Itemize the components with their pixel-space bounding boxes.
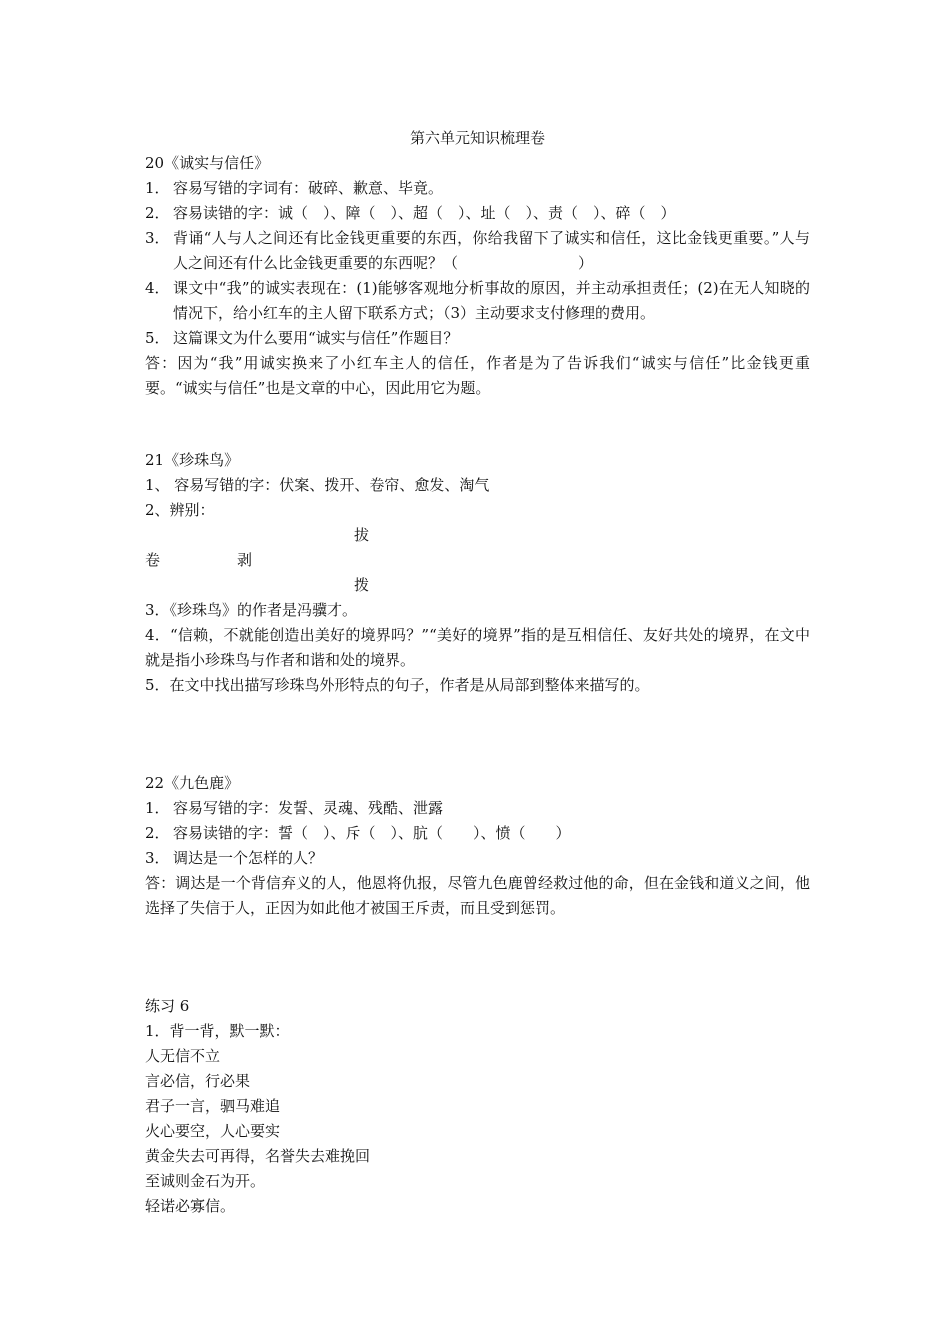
- section-21: [145, 448, 810, 698]
- exercise-6: [145, 994, 810, 1219]
- answer-text: 答：因为“我”用诚实换来了小红车主人的信任，作者是为了告诉我们“诚实与信任”比金钱更重要。“诚实与信任”也是文章的中心，因此用它为题。: [145, 354, 810, 397]
- list-item: [145, 276, 810, 326]
- item-text: 调达是一个怎样的人？: [173, 849, 324, 867]
- proverb-line: 人无信不立: [145, 1047, 221, 1065]
- answer-text: 答：调达是一个背信弃义的人，他恩将仇报，尽管九色鹿曾经救过他的命，但在金钱和道义之间，他选择了失信于人，正因为如此他才被国王斥责，而且受到惩罚。: [145, 874, 810, 917]
- char-left: 卷: [145, 551, 161, 569]
- list-item: 4．“信赖，不就能创造出美好的境界吗？”“美好的境界”指的是互相信任、友好共处的境界，在文中就是指小珍珠鸟与作者和谐和处的境界。: [145, 626, 810, 669]
- spacer: [145, 921, 810, 994]
- char-middle: 剥: [237, 551, 253, 569]
- char-distinguish-block: [145, 523, 810, 598]
- item-text: 容易读错的字：诚（ ）、障（ ）、超（ ）、址（ ）、责（ ）、碎（ ）: [173, 204, 676, 222]
- list-item: [145, 201, 810, 226]
- proverb-line: 君子一言，驷马难追: [145, 1097, 281, 1115]
- list-item: [145, 846, 810, 871]
- item-number: 5．: [145, 329, 170, 347]
- section-heading: 21《珍珠鸟》: [145, 451, 240, 469]
- char-bottom: 拨: [354, 576, 370, 594]
- spacer: [145, 401, 810, 448]
- proverb-line: 黄金失去可再得，名誉失去难挽回: [145, 1147, 371, 1165]
- list-item: 3．《珍珠鸟》的作者是冯骥才。: [145, 601, 358, 619]
- section-heading: 22《九色鹿》: [145, 774, 240, 792]
- list-item: [145, 226, 810, 276]
- section-20: [145, 151, 810, 401]
- section-22: [145, 771, 810, 921]
- spacer: [145, 698, 810, 771]
- item-number: 2．: [145, 824, 170, 842]
- list-item: [145, 326, 810, 351]
- item-number: 2．: [145, 204, 170, 222]
- list-item: 5．在文中找出描写珍珠鸟外形特点的句子，作者是从局部到整体来描写的。: [145, 676, 650, 694]
- proverb-line: 言必信，行必果: [145, 1072, 251, 1090]
- proverb-line: 轻诺必寡信。: [145, 1197, 236, 1215]
- item-number: 4．: [145, 279, 170, 297]
- item-text: 容易写错的字：发誓、灵魂、残酷、泄露: [173, 799, 444, 817]
- proverb-line: 火心要空，人心要实: [145, 1122, 281, 1140]
- proverb-line: 至诚则金石为开。: [145, 1172, 266, 1190]
- item-number: 3．: [145, 849, 170, 867]
- item-number: 3．: [145, 229, 170, 247]
- exercise-intro: 1．背一背，默一默：: [145, 1022, 290, 1040]
- list-item: [145, 821, 810, 846]
- page-title: 第六单元知识梳理卷: [409, 129, 545, 147]
- list-item: [145, 176, 810, 201]
- section-heading: 练习 6: [145, 997, 190, 1015]
- item-text: 容易写错的字词有：破碎、歉意、毕竟。: [173, 179, 444, 197]
- item-number: 1．: [145, 179, 170, 197]
- char-top: 拔: [354, 526, 370, 544]
- item-text: 这篇课文为什么要用“诚实与信任”作题目？: [173, 329, 459, 347]
- item-text: 容易读错的字：誓（ ）、斥（ ）、肮（ ）、愤（ ）: [173, 824, 571, 842]
- item-text: 背诵“人与人之间还有比金钱更重要的东西，你给我留下了诚实和信任，这比金钱更重要。”人与人之间还有什么比金钱更重要的东西呢？（ ）: [173, 229, 810, 272]
- item-text: 课文中“我”的诚实表现在：(1)能够客观地分析事故的原因，并主动承担责任；(2)在无人知晓的情况下，给小红车的主人留下联系方式；（3）主动要求支付修理的费用。: [173, 279, 810, 322]
- document-content: [145, 126, 810, 1219]
- list-item: 2、辨别：: [145, 501, 215, 519]
- item-number: 1．: [145, 799, 170, 817]
- section-heading: 20《诚实与信任》: [145, 154, 270, 172]
- list-item: [145, 796, 810, 821]
- list-item: 1、 容易写错的字：伏案、拨开、卷帘、愈发、淘气: [145, 476, 490, 494]
